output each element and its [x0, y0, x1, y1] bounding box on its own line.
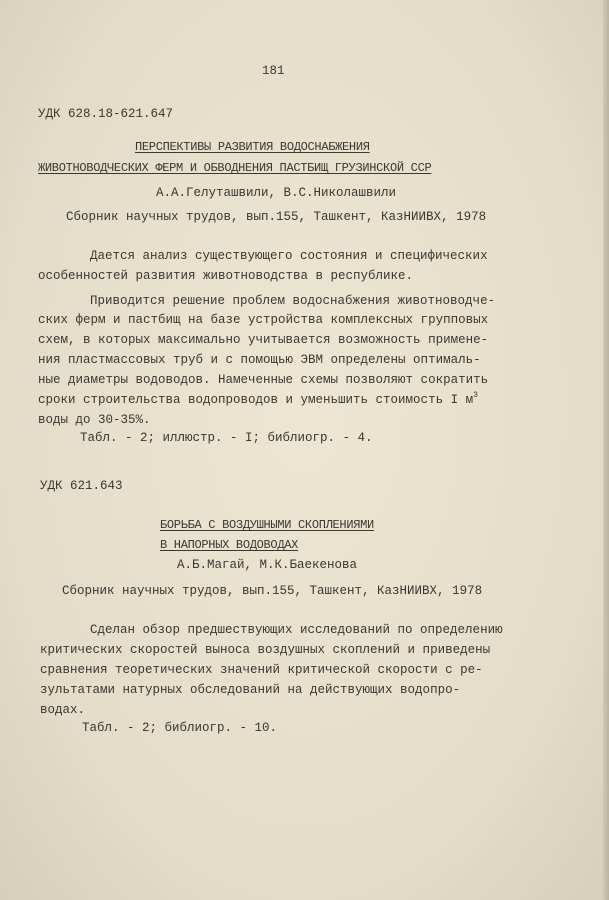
entry-title-line: ПЕРСПЕКТИВЫ РАЗВИТИЯ ВОДОСНАБЖЕНИЯ — [135, 140, 370, 154]
abstract-line: зультатами натурных обследований на действующих водопро- — [40, 683, 461, 697]
superscript-three: 3 — [473, 391, 478, 400]
abstract-line: ских ферм и пастбищ на базе устройства комплексных групповых — [38, 313, 489, 327]
abstract-line: схем, в которых максимально учитывается возможность примене- — [38, 333, 489, 347]
entry-title-line: БОРЬБА С ВОЗДУШНЫМИ СКОПЛЕНИЯМИ — [160, 518, 374, 532]
abstract-line: сроки строительства водопроводов и уменьшить стоимость I $м^3$ — [38, 391, 478, 407]
entry-source: Сборник научных трудов, вып.155, Ташкент, КазНИИВХ, 1978 — [66, 210, 487, 224]
udk-code: УДК 621.643 — [40, 479, 123, 493]
abstract-line: Сделан обзор предшествующих исследований по определению — [90, 623, 503, 637]
abstract-line: ные диаметры водоводов. Намеченные схемы позволяют сократить — [38, 373, 489, 387]
entry-title-line: ЖИВОТНОВОДЧЕСКИХ ФЕРМ И ОБВОДНЕНИЯ ПАСТБИЩ ГРУЗИНСКОЙ ССР — [38, 161, 432, 175]
abstract-line: Приводится решение проблем водоснабжения животноводче- — [90, 294, 496, 308]
abstract-line: критических скоростей выноса воздушных скоплений и приведены — [40, 643, 491, 657]
entry-authors: А.А.Гелуташвили, В.С.Николашвили — [156, 186, 397, 200]
entry-stats: Табл. - 2; библиогр. - 10. — [82, 721, 278, 735]
udk-code: УДК 628.18-621.647 — [38, 107, 174, 121]
abstract-line: ния пластмассовых труб и с помощью ЭВМ определены оптималь- — [38, 353, 481, 367]
entry-title-line: В НАПОРНЫХ ВОДОВОДАХ — [160, 538, 299, 552]
entry-authors: А.Б.Магай, М.К.Баекенова — [177, 558, 358, 572]
entry-source: Сборник научных трудов, вып.155, Ташкент, КазНИИВХ, 1978 — [62, 584, 483, 598]
entry-stats: Табл. - 2; иллюстр. - I; библиогр. - 4. — [80, 431, 373, 445]
abstract-line: особенностей развития животноводства в республике. — [38, 269, 414, 283]
abstract-line: водах. — [40, 703, 86, 717]
abstract-line: Дается анализ существующего состояния и специфических — [90, 249, 488, 263]
page-edge — [603, 0, 609, 900]
abstract-line: воды до 30-35%. — [38, 413, 151, 427]
abstract-line: сравнения теоретических значений критической скорости с ре- — [40, 663, 483, 677]
page-number: 181 — [262, 64, 285, 78]
